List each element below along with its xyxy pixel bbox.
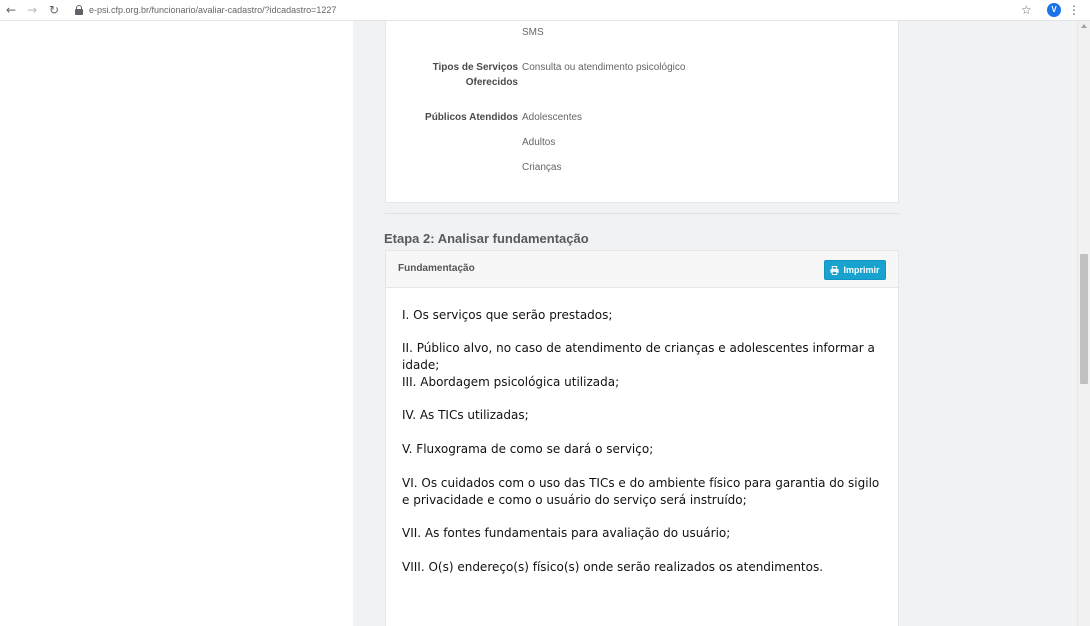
fundamentacao-item: VIII. O(s) endereço(s) físico(s) onde serão realizados os atendimentos. <box>402 560 824 574</box>
forward-arrow-icon[interactable]: → <box>26 3 38 17</box>
page-viewport <box>0 21 1077 626</box>
print-button[interactable] <box>824 260 886 280</box>
bookmark-star-icon[interactable]: ☆ <box>1021 3 1032 17</box>
cadastro-details-card <box>385 21 899 203</box>
panel-header <box>386 251 898 288</box>
lock-icon[interactable] <box>75 5 83 15</box>
fundamentacao-panel <box>385 250 899 626</box>
reload-icon[interactable]: ↻ <box>48 3 60 17</box>
fundamentacao-item: VI. Os cuidados com o uso das TICs e do ambiente físico para garantia do sigilo e privacidade e como o usuário do serviço será instruído; <box>402 476 880 507</box>
section-divider <box>385 213 899 214</box>
browser-menu-icon[interactable]: ⋮ <box>1068 3 1080 17</box>
servicos-value: Consulta ou atendimento psicológico <box>522 62 686 73</box>
fundamentacao-item: I. Os serviços que serão prestados; <box>402 308 613 322</box>
profile-avatar[interactable]: V <box>1047 3 1061 17</box>
fundamentacao-item: IV. As TICs utilizadas; <box>402 408 529 422</box>
back-arrow-icon[interactable]: ← <box>5 3 17 17</box>
previous-field-value: SMS <box>522 27 544 38</box>
servicos-label: Tipos de Serviços Oferecidos <box>432 62 518 88</box>
publico-item: Adolescentes <box>522 112 583 123</box>
address-bar[interactable]: e-psi.cfp.org.br/funcionario/avaliar-cadastro/?idcadastro=1227 <box>89 5 337 15</box>
publico-item: Crianças <box>522 162 562 173</box>
printer-icon <box>830 266 839 275</box>
print-button-label: Imprimir <box>843 265 880 275</box>
publicos-label: Públicos Atendidos <box>425 112 518 123</box>
fundamentacao-item: III. Abordagem psicológica utilizada; <box>402 375 620 389</box>
etapa2-title: Etapa 2: Analisar fundamentação <box>384 231 589 246</box>
panel-title: Fundamentação <box>398 263 475 274</box>
scrollbar-thumb[interactable] <box>1080 254 1088 384</box>
scroll-up-arrow-icon[interactable] <box>1081 24 1087 28</box>
fundamentacao-item: VII. As fontes fundamentais para avaliação do usuário; <box>402 526 731 540</box>
browser-toolbar <box>0 0 1090 21</box>
publico-item: Adultos <box>522 137 556 148</box>
page-scrollbar[interactable] <box>1077 21 1090 626</box>
fundamentacao-item: II. Público alvo, no caso de atendimento de crianças e adolescentes informar a idade; <box>402 341 875 372</box>
fundamentacao-item: V. Fluxograma de como se dará o serviço; <box>402 442 654 456</box>
